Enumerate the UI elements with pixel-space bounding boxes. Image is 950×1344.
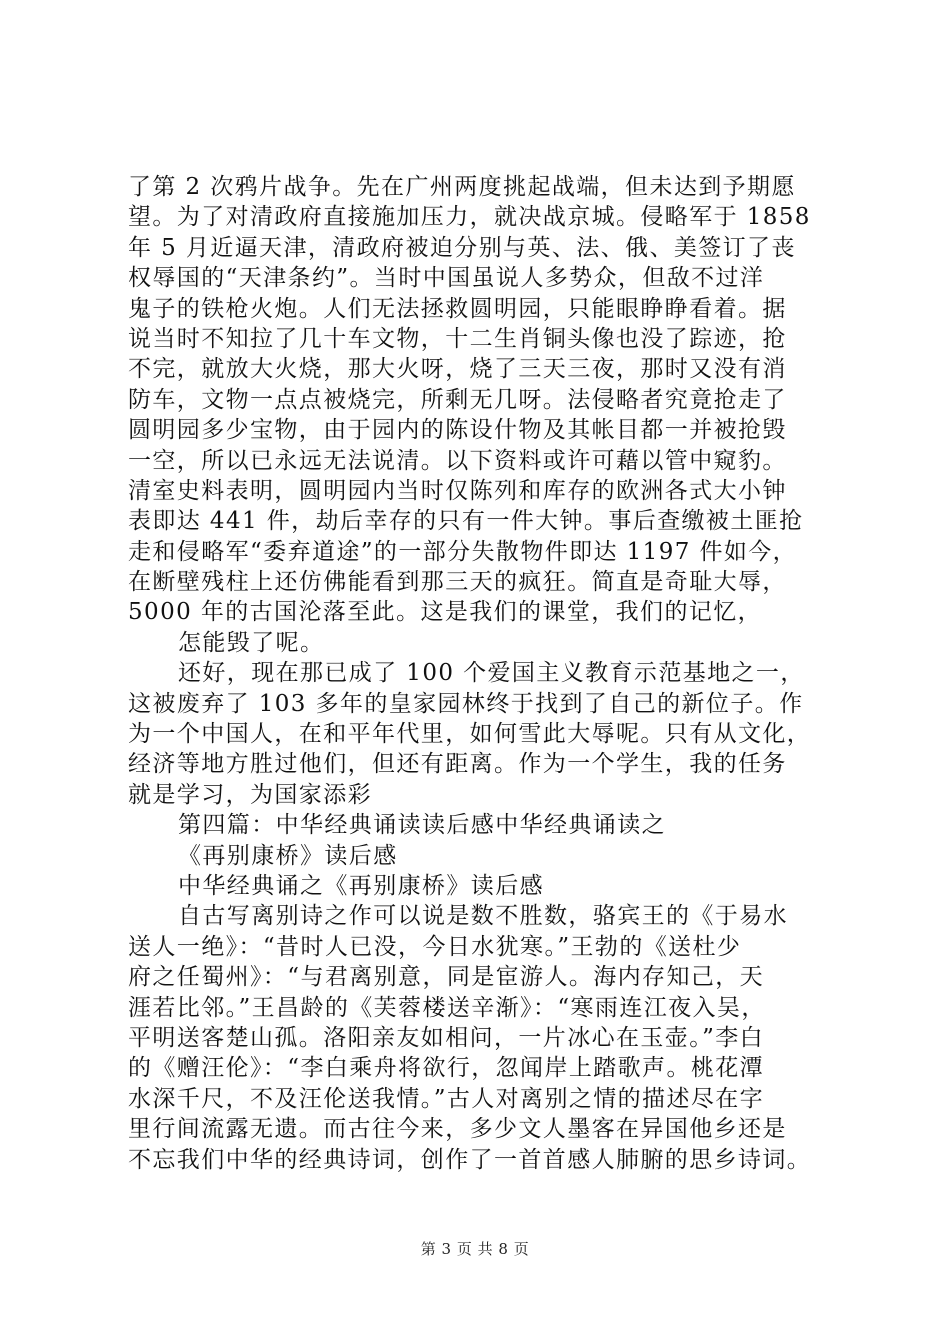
text-line: 的《赠汪伦》：“李白乘舟将欲行，忽闻岸上踏歌声。桃花潭 — [128, 1055, 765, 1082]
text-line: 表即达 441 件，劫后幸存的只有一件大钟。事后查缴被土匪抢 — [128, 508, 804, 535]
text-line: 一空，所以已永远无法说清。以下资料或许可藉以管中窥豹。 — [128, 447, 787, 474]
text-line: 《再别康桥》读后感 — [178, 842, 398, 869]
text-line: 说当时不知拉了几十车文物，十二生肖铜头像也没了踪迹，抢 — [128, 325, 787, 352]
text-line: 清室史料表明，圆明园内当时仅陈列和库存的欧洲各式大小钟 — [128, 477, 787, 504]
text-line: 第四篇：中华经典诵读读后感中华经典诵读之 — [178, 812, 666, 839]
text-line: 防车，文物一点点被烧完，所剩无几呀。法侵略者究竟抢走了 — [128, 386, 787, 413]
page-footer: 第 3 页 共 8 页 — [420, 1240, 530, 1258]
text-line: 平明送客楚山孤。洛阳亲友如相问，一片冰心在玉壶。”李白 — [128, 1024, 765, 1051]
text-line: 经济等地方胜过他们，但还有距离。作为一个学生，我的任务 — [128, 751, 787, 778]
text-line: 就是学习，为国家添彩 — [128, 781, 372, 808]
text-line: 圆明园多少宝物，由于园内的陈设什物及其帐目都一并被抢毁 — [128, 417, 787, 444]
text-line: 年 5 月近逼天津，清政府被迫分别与英、法、俄、美签订了丧 — [128, 234, 796, 261]
text-line: 中华经典诵之《再别康桥》读后感 — [178, 872, 544, 899]
text-line: 走和侵略军“委弃道途”的一部分失散物件即达 1197 件如今， — [128, 538, 798, 565]
text-line: 了第 2 次鸦片战争。先在广州两度挑起战端，但未达到予期愿 — [128, 174, 796, 200]
text-line: 府之任蜀州》：“与君离别意，同是宦游人。海内存知己，天 — [128, 964, 765, 991]
text-line: 不完，就放大火烧，那大火呀，烧了三天三夜，那时又没有消 — [128, 356, 787, 383]
text-line: 这被废弃了 103 多年的皇家园林终于找到了自己的新位子。作 — [128, 690, 804, 717]
text-line: 水深千尺，不及汪伦送我情。”古人对离别之情的描述尽在字 — [128, 1085, 765, 1112]
text-line: 望。为了对清政府直接施加压力，就决战京城。侵略军于 1858 — [128, 204, 811, 231]
text-line: 涯若比邻。”王昌龄的《芙蓉楼送辛渐》：“寒雨连江夜入吴， — [128, 994, 766, 1021]
document-body — [128, 172, 840, 1175]
text-line: 鬼子的铁枪火炮。人们无法拯救圆明园，只能眼睁睁看着。据 — [128, 295, 787, 322]
text-line: 不忘我们中华的经典诗词，创作了一首首感人肺腑的思乡诗词。 — [128, 1146, 812, 1173]
text-line: 5000 年的古国沦落至此。这是我们的课堂，我们的记忆， — [128, 599, 763, 626]
text-line: 为一个中国人，在和平年代里，如何雪此大辱呢。只有从文化， — [128, 721, 812, 748]
text-line: 怎能毁了呢。 — [178, 629, 325, 656]
text-line: 自古写离别诗之作可以说是数不胜数，骆宾王的《于易水 — [178, 903, 788, 930]
text-line: 送人一绝》：“昔时人已没，今日水犹寒。”王勃的《送杜少 — [128, 933, 742, 960]
text-line: 在断壁残柱上还仿佛能看到那三天的疯狂。简直是奇耻大辱， — [128, 569, 787, 596]
text-line: 还好，现在那已成了 100 个爱国主义教育示范基地之一， — [178, 660, 805, 687]
text-line: 权辱国的“天津条约”。当时中国虽说人多势众，但敌不过洋 — [128, 265, 765, 292]
text-line: 里行间流露无遗。而古往今来，多少文人墨客在异国他乡还是 — [128, 1116, 787, 1143]
